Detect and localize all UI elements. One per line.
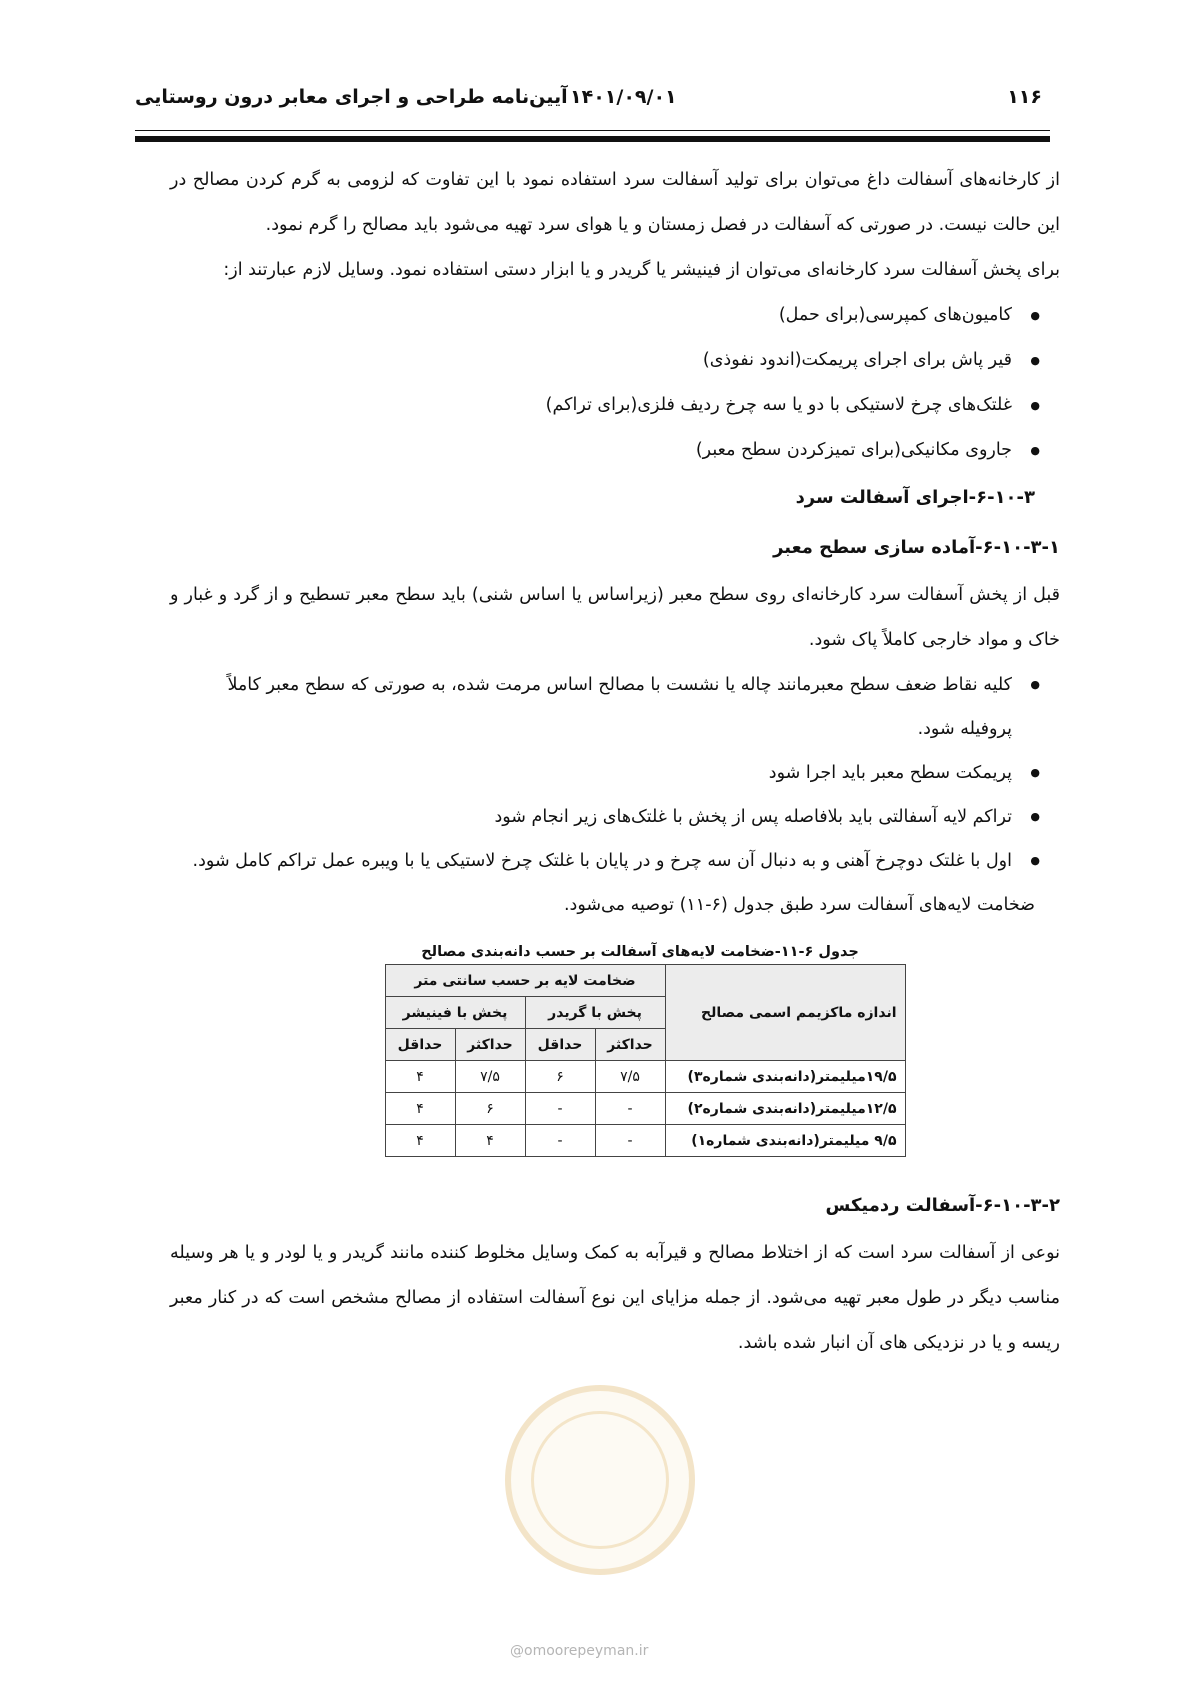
preparation-list [190, 663, 1040, 883]
header-rule-thin [135, 130, 1050, 131]
cell-grader-max: - [595, 1125, 665, 1157]
table-header-material: اندازه ماکزیمم اسمی مصالح [665, 965, 905, 1061]
intro-paragraph: از کارخانه‌های آسفالت داغ می‌توان برای تولید آسفالت سرد استفاده نمود با این تفاوت که لزومی به گرم کردن مصالح در این حالت نیست. در صورتی که آسفالت در فصل زمستان و یا هوای سرد تهیه می‌شود باید مصالح را گرم نمود. [170, 170, 1060, 235]
table-header-thickness: ضخامت لایه بر حسب سانتی متر [385, 965, 665, 997]
thickness-note: ضخامت لایه‌های آسفالت سرد طبق جدول (۶-۱۱) توصیه می‌شود. [563, 895, 1035, 915]
row-label: ۱۲/۵میلیمتر(دانه‌بندی شماره۲) [665, 1093, 905, 1125]
cell-grader-min: - [525, 1093, 595, 1125]
cell-grader-min: ۶ [525, 1061, 595, 1093]
thickness-table [385, 964, 906, 1157]
table-row [385, 1061, 905, 1093]
page-number: ۱۱۶ [1007, 86, 1042, 108]
footer-url: @omoorepeyman.ir [510, 1643, 649, 1659]
cell-grader-min: - [525, 1125, 595, 1157]
document-title: آیین‌نامه طراحی و اجرای معابر درون روستایی [135, 86, 568, 108]
seal-watermark [505, 1385, 695, 1575]
cell-finisher-max: ۶ [455, 1093, 525, 1125]
cell-grader-max: - [595, 1093, 665, 1125]
list-item: ● کامیون‌های کمپرسی(برای حمل) [170, 293, 1040, 338]
thickness-table-block [170, 944, 1060, 1157]
list-item: ● پریمکت سطح معبر باید اجرا شود [190, 751, 1040, 795]
cell-grader-max: ۷/۵ [595, 1061, 665, 1093]
table-header-grader-max: حداکثر [595, 1029, 665, 1061]
list-item: ● تراکم لایه آسفالتی باید بلافاصله پس از پخش با غلتک‌های زیر انجام شود [190, 795, 1040, 839]
table-header-finisher-max: حداکثر [455, 1029, 525, 1061]
table-header-finisher: پخش با فینیشر [385, 997, 525, 1029]
row-label: ۱۹/۵میلیمتر(دانه‌بندی شماره۳) [665, 1061, 905, 1093]
header-rule-thick [135, 136, 1050, 142]
page-header [135, 86, 1050, 122]
row-label: ۹/۵ میلیمتر(دانه‌بندی شماره۱) [665, 1125, 905, 1157]
table-row [385, 1125, 905, 1157]
table-header-grader: پخش با گریدر [525, 997, 665, 1029]
list-item: ● قیر پاش برای اجرای پریمکت(اندود نفوذی) [170, 338, 1040, 383]
seal-inner-ring [531, 1411, 669, 1549]
subsection-paragraph-2: نوعی از آسفالت سرد است که از اختلاط مصالح و قیرآبه به کمک وسایل مخلوط کننده مانند گریدر و یا لودر و یا هر وسیله مناسب دیگر در طول معبر تهیه می‌شود. از جمله مزایای این نوع آسفالت استفاده از مصالح مشخص است که در کنار معبر ریسه و یا در نزدیکی های آن انبار شده باشد. [170, 1243, 1060, 1353]
cell-finisher-min: ۴ [385, 1125, 455, 1157]
spreading-paragraph: برای پخش آسفالت سرد کارخانه‌ای می‌توان از فینیشر یا گریدر و یا ابزار دستی استفاده نمود. وسایل لازم عبارتند از: [223, 260, 1060, 280]
list-item: ● کلیه نقاط ضعف سطح معبرمانند چاله یا نشست با مصالح اساس مرمت شده، به صورتی که سطح معبر کاملاً پروفیله شود. [190, 663, 1040, 751]
header-date: ۱۴۰۱/۰۹/۰۱ [570, 86, 677, 108]
cell-finisher-max: ۴ [455, 1125, 525, 1157]
table-header-grader-min: حداقل [525, 1029, 595, 1061]
list-item: ● غلتک‌های چرخ لاستیکی با دو یا سه چرخ ردیف فلزی(برای تراکم) [170, 383, 1040, 428]
table-header-finisher-min: حداقل [385, 1029, 455, 1061]
table-row [385, 1093, 905, 1125]
equipment-list [170, 293, 1040, 473]
list-item: ● اول با غلتک دوچرخ آهنی و به دنبال آن سه چرخ و در پایان با غلتک چرخ لاستیکی یا با ویبره عمل تراکم کامل شود. [190, 839, 1040, 883]
cell-finisher-max: ۷/۵ [455, 1061, 525, 1093]
section-heading: ۶-۱۰-۳-اجرای آسفالت سرد [795, 487, 1035, 508]
subsection-heading-1: ۶-۱۰-۳-۱-آماده سازی سطح معبر [773, 537, 1060, 558]
subsection-paragraph-1: قبل از پخش آسفالت سرد کارخانه‌ای روی سطح معبر (زیراساس یا اساس شنی) باید سطح معبر تسطیح و از گرد و غبار و خاک و مواد خارجی کاملاً پاک شود. [170, 585, 1060, 650]
cell-finisher-min: ۴ [385, 1093, 455, 1125]
table-caption: جدول ۶-۱۱-ضخامت لایه‌های آسفالت بر حسب دانه‌بندی مصالح [421, 944, 859, 960]
list-item: ● جاروی مکانیکی(برای تمیزکردن سطح معبر) [170, 428, 1040, 473]
cell-finisher-min: ۴ [385, 1061, 455, 1093]
subsection-heading-2: ۶-۱۰-۳-۲-آسفالت ردمیکس [825, 1195, 1060, 1216]
page-body [170, 158, 1060, 1366]
